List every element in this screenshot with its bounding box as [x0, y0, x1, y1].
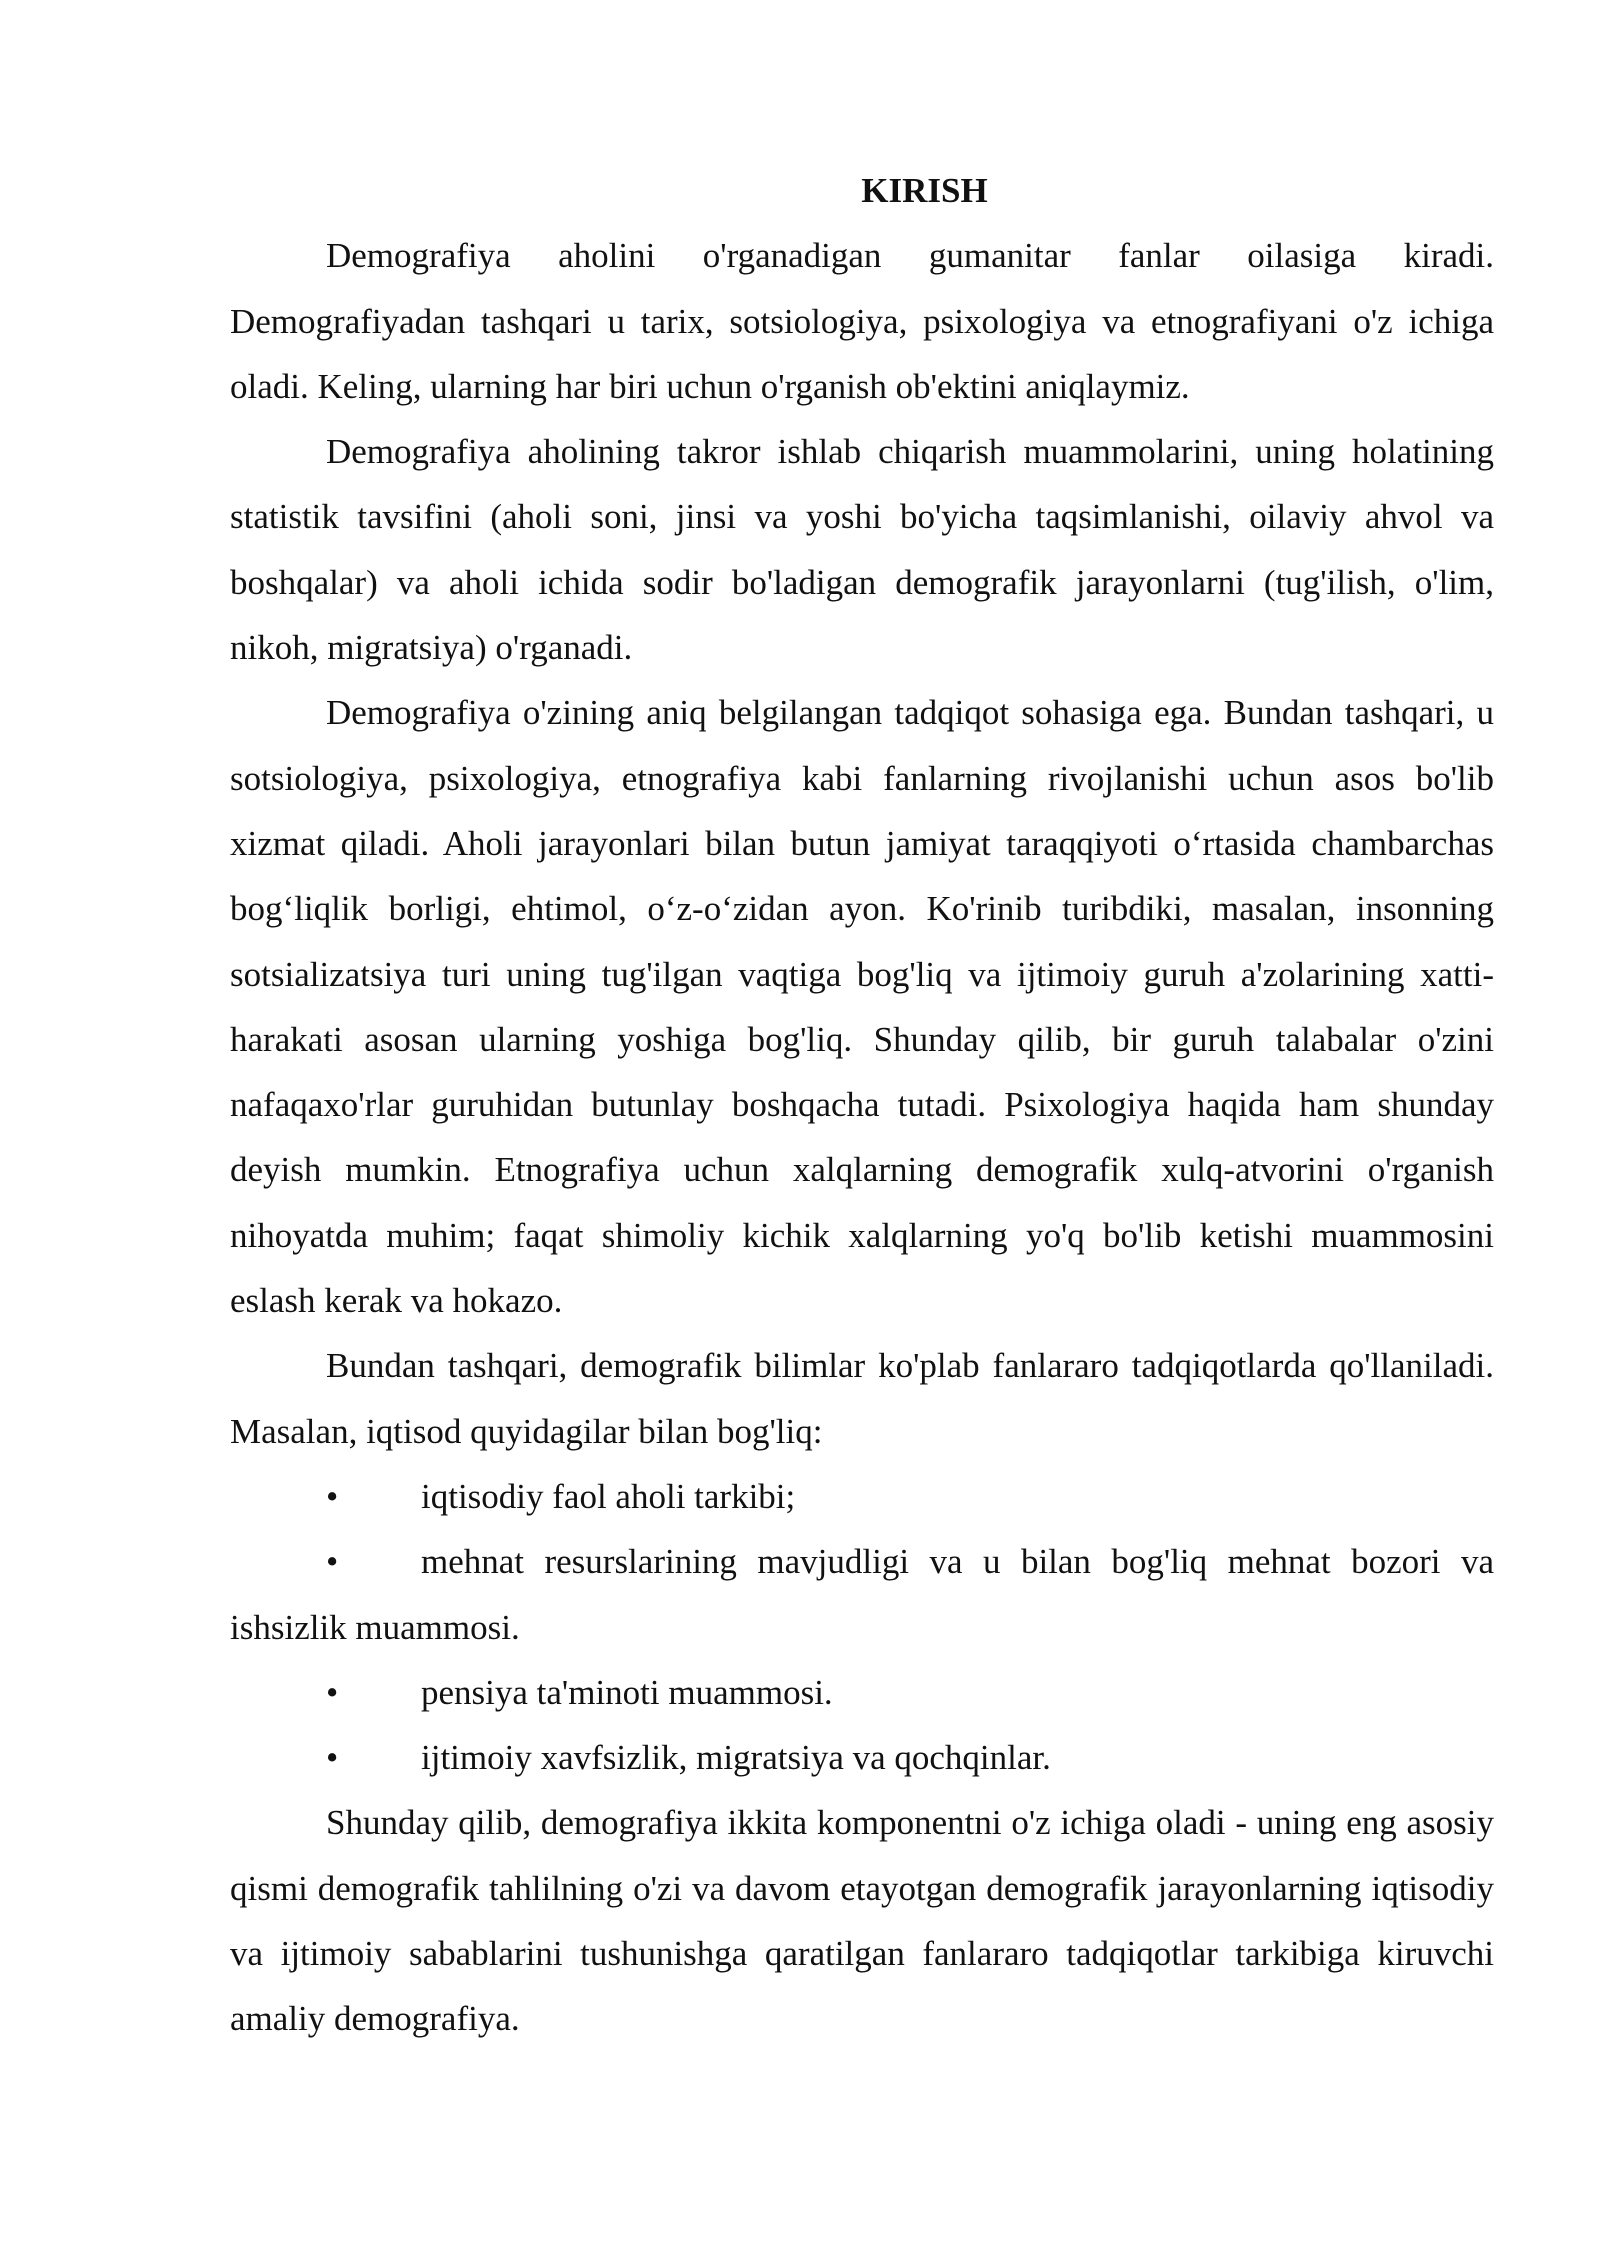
list-item-text: pensiya ta'minoti muammosi.: [421, 1672, 833, 1712]
paragraph-5: Shunday qilib, demografiya ikkita komponentni o'z ichiga oladi - uning eng asosiy qismi demografik tahlilning o'zi va davom etayotgan demografik jarayonlarning iqtisodiy va ijtimoiy sabablarini tushunishga qaratilgan fanlararo tadqiqotlar tarkibiga kiruvchi amaliy demografiya.: [230, 1803, 1494, 2039]
paragraph-3: Demografiya o'zining aniq belgilangan tadqiqot sohasiga ega. Bundan tashqari, u sotsiologiya, psixologiya, etnografiya kabi fanlarning rivojlanishi uchun asos bo'lib xizmat qiladi. Aholi jarayonlari bilan butun jamiyat taraqqiyoti o‘rtasida chambarchas bog‘liqlik borligi, ehtimol, o‘z-o‘zidan ayon. Ko'rinib turibdiki, masalan, insonning sotsializatsiya turi uning tug'ilgan vaqtiga bog'liq va ijtimoiy guruh a'zolarining xatti-harakati asosan ularning yoshiga bog'liq. Shunday qilib, bir guruh talabalar o'zini nafaqaxo'rlar guruhidan butunlay boshqacha tutadi. Psixologiya haqida ham shunday deyish mumkin. Etnografiya uchun xalqlarning demografik xulq-atvorini o'rganish nihoyatda muhim; faqat shimoliy kichik xalqlarning yo'q bo'lib ketishi muammosini eslash kerak va hokazo.: [230, 693, 1494, 1321]
paragraph-1: Demografiya aholini o'rganadigan gumanitar fanlar oilasiga kiradi. Demografiyadan tashqari u tarix, sotsiologiya, psixologiya va etnografiyani o'z ichiga oladi. Keling, ularning har biri uchun o'rganish ob'ektini aniqlaymiz.: [230, 236, 1494, 406]
document-page: [230, 158, 1494, 2052]
document-title: KIRISH: [861, 171, 988, 210]
bullet-icon: •: [326, 1476, 339, 1516]
list-item: [230, 1660, 1494, 1725]
bullet-icon: •: [326, 1738, 339, 1778]
list-item-text: iqtisodiy faol aholi tarkibi;: [421, 1476, 796, 1516]
bullet-icon: •: [326, 1542, 339, 1582]
paragraph-2: Demografiya aholining takror ishlab chiqarish muammolarini, uning holatining statistik tavsifini (aholi soni, jinsi va yoshi bo'yicha taqsimlanishi, oilaviy ahvol va boshqalar) va aholi ichida sodir bo'ladigan demografik jarayonlarni (tug'ilish, o'lim, nikoh, migratsiya) o'rganadi.: [230, 432, 1494, 668]
paragraph-4: Bundan tashqari, demografik bilimlar ko'plab fanlararo tadqiqotlarda qo'llaniladi. Masalan, iqtisod quyidagilar bilan bog'liq:: [230, 1346, 1494, 1451]
bullet-icon: •: [326, 1672, 339, 1712]
list-item-text: mehnat resurslarining mavjudligi va u bilan bog'liq mehnat bozori va ishsizlik muammosi.: [230, 1542, 1494, 1647]
list-item: [230, 1529, 1494, 1660]
bullet-list: [230, 1464, 1494, 1790]
list-item-text: ijtimoiy xavfsizlik, migratsiya va qochqinlar.: [421, 1738, 1051, 1778]
list-item: [230, 1464, 1494, 1529]
list-item: [230, 1725, 1494, 1790]
